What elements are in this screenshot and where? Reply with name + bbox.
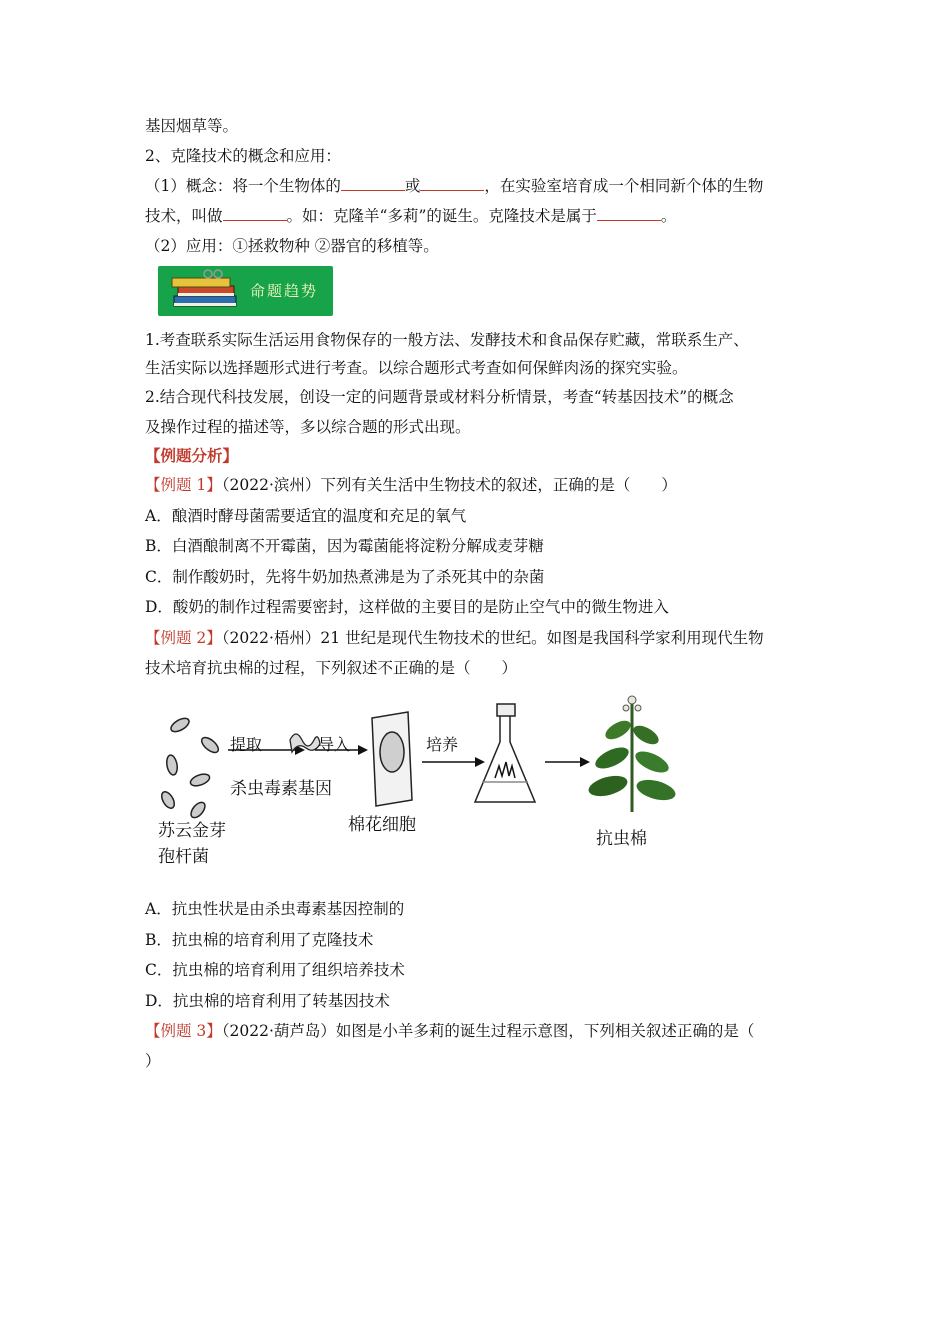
banner-label: 命题趋势 — [250, 282, 319, 300]
step-label: 提取 — [230, 735, 263, 754]
process-diagram — [150, 690, 690, 870]
step-label: 导入 — [318, 735, 351, 754]
option-a: A．抗虫性状是由杀虫毒素基因控制的 — [145, 900, 405, 918]
bacteria-icon — [159, 716, 221, 820]
fill-blank[interactable] — [597, 206, 661, 221]
fill-blank[interactable] — [223, 206, 287, 221]
text-segment: 。 — [660, 207, 677, 225]
option-d: D．抗虫棉的培育利用了转基因技术 — [145, 992, 390, 1010]
option-b: B．白酒酿制离不开霉菌，因为霉菌能将淀粉分解成麦芽糖 — [145, 537, 544, 555]
fill-blank[interactable] — [341, 176, 405, 191]
text-segment: 技术，叫做 — [145, 207, 223, 225]
option-a: A．酿酒时酵母菌需要适宜的温度和充足的氧气 — [145, 507, 467, 525]
trend-banner — [158, 266, 333, 316]
text-line: 生活实际以选择题形式进行考查。以综合题形式考查如何保鲜肉汤的探究实验。 — [145, 359, 688, 377]
text-line: 1.考查联系实际生活运用食物保存的一般方法、发酵技术和食品保存贮藏，常联系生产、 — [145, 331, 749, 349]
cell-label: 棉花细胞 — [348, 815, 416, 835]
option-b: B．抗虫棉的培育利用了克隆技术 — [145, 931, 374, 949]
flask-icon — [475, 704, 535, 802]
question-text: ） — [145, 1052, 161, 1070]
text-line — [145, 176, 763, 196]
cell-icon — [372, 712, 412, 806]
text-segment: ，在实验室培育成一个相同新个体的生物 — [484, 177, 764, 195]
question-text: （2022·滨州）下列有关生活中生物技术的叙述，正确的是（ ） — [221, 476, 677, 494]
result-label: 抗虫棉 — [596, 829, 647, 849]
gene-label: 杀虫毒素基因 — [230, 779, 332, 799]
text-line: 基因烟草等。 — [145, 117, 239, 135]
question-text: 技术培育抗虫棉的过程，下列叙述不正确的是（ ） — [145, 659, 518, 677]
text-line — [145, 206, 676, 226]
text-segment: （1）概念：将一个生物体的 — [145, 177, 341, 195]
step-label: 培养 — [426, 735, 459, 754]
option-d: D．酸奶的制作过程需要密封，这样做的主要目的是防止空气中的微生物进入 — [145, 598, 669, 616]
bacteria-label: 孢杆菌 — [158, 847, 209, 867]
text-segment: 或 — [404, 177, 421, 195]
bacteria-label: 苏云金芽 — [158, 821, 226, 841]
fill-blank[interactable] — [420, 176, 484, 191]
option-c: C．抗虫棉的培育利用了组织培养技术 — [145, 961, 405, 979]
option-c: C．制作酸奶时，先将牛奶加热煮沸是为了杀死其中的杂菌 — [145, 568, 545, 586]
question-text: （2022·梧州）21 世纪是现代生物技术的世纪。如图是我国科学家利用现代生物 — [221, 629, 764, 647]
question-stem — [145, 1021, 754, 1041]
text-segment: 。如：克隆羊“多莉”的诞生。克隆技术是属于 — [286, 207, 597, 225]
question-tag: 【例题 2】 — [145, 629, 222, 647]
text-line: 2、克隆技术的概念和应用： — [145, 147, 341, 165]
question-tag: 【例题 1】 — [145, 476, 222, 494]
section-title: 【例题分析】 — [145, 446, 239, 465]
question-stem — [145, 628, 764, 648]
text-line: 2.结合现代科技发展，创设一定的问题背景或材料分析情景，考查“转基因技术”的概念 — [145, 388, 734, 406]
cotton-plant-icon — [586, 696, 677, 812]
text-line: 及操作过程的描述等，多以综合题的形式出现。 — [145, 418, 471, 436]
question-stem — [145, 475, 677, 495]
question-text: （2022·葫芦岛）如图是小羊多莉的诞生过程示意图，下列相关叙述正确的是（ — [221, 1022, 755, 1040]
question-tag: 【例题 3】 — [145, 1022, 222, 1040]
books-icon — [164, 266, 254, 316]
text-line: （2）应用：①拯救物种 ②器官的移植等。 — [145, 237, 439, 255]
